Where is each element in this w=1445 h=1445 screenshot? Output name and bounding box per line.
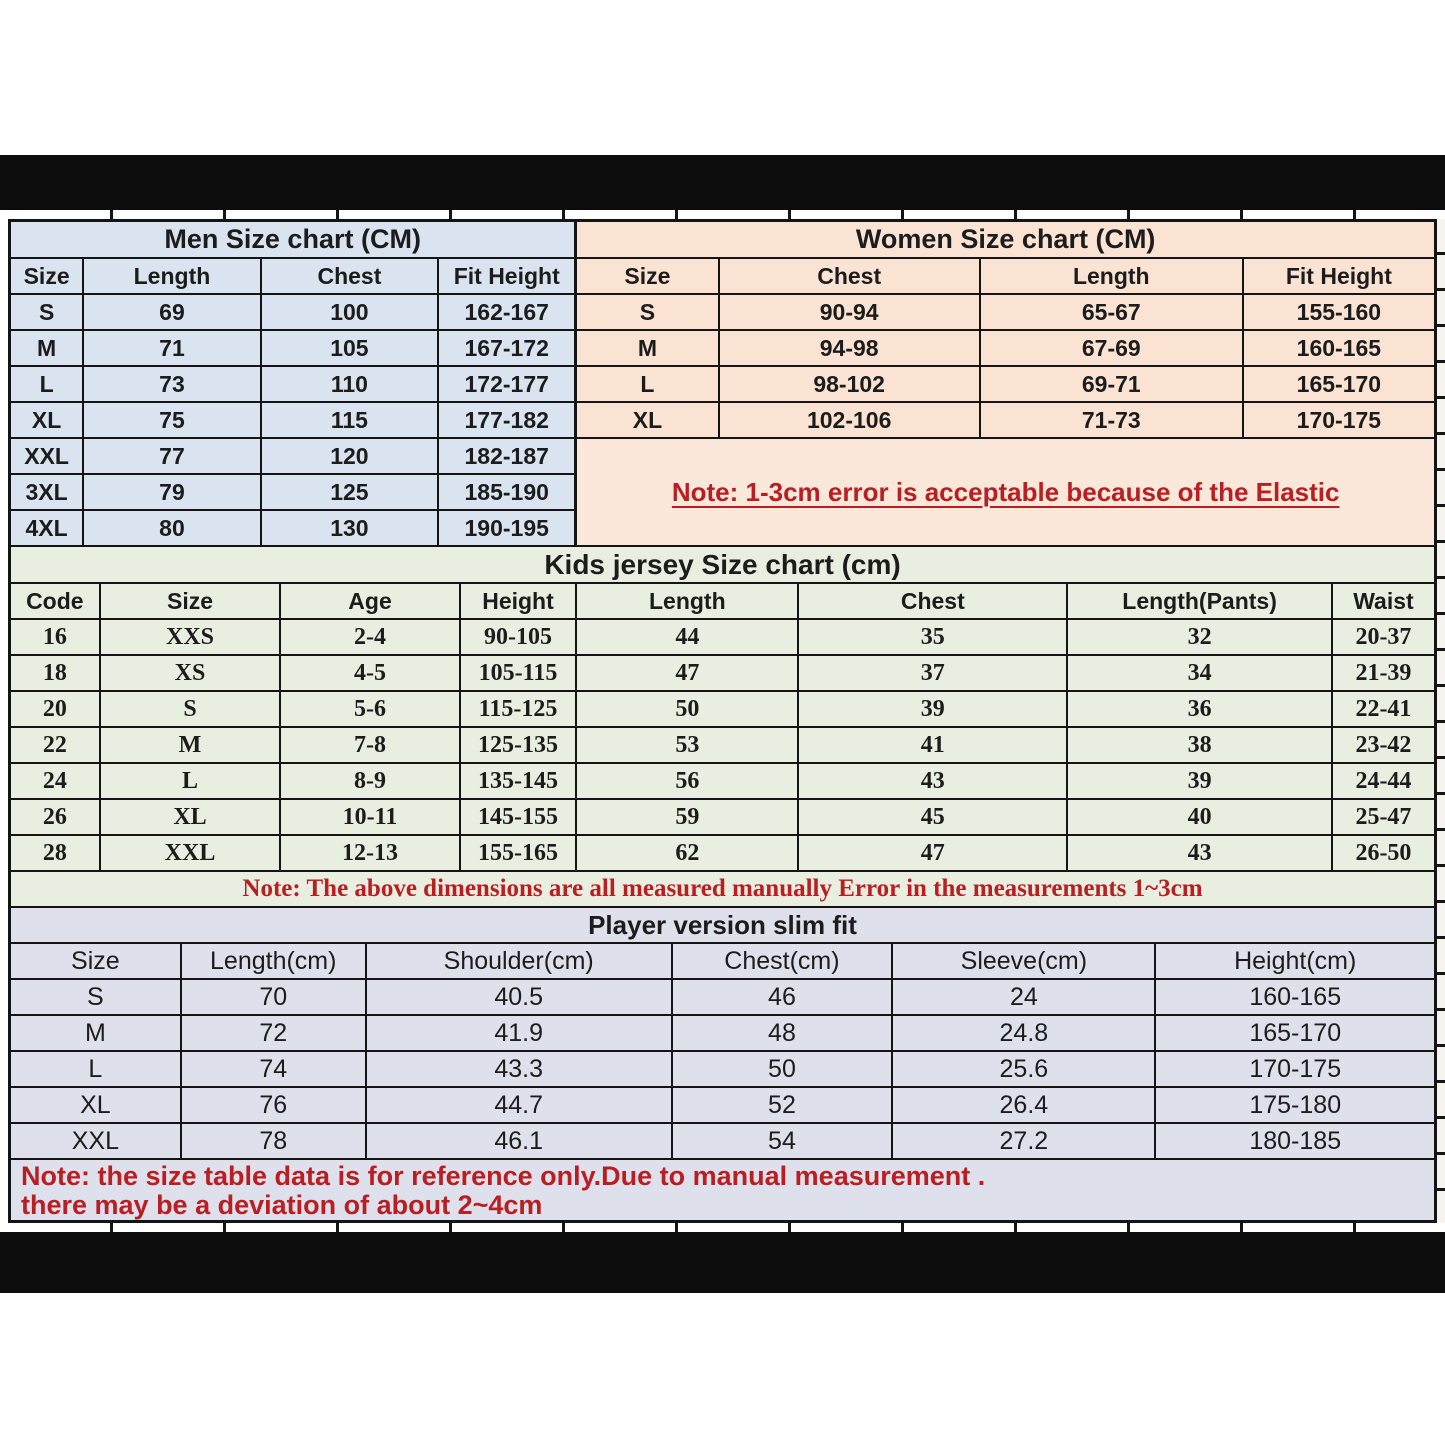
cell: 44.7 (367, 1088, 673, 1124)
cell: S (11, 980, 182, 1016)
cell: 170-175 (1244, 403, 1434, 439)
table-row (11, 1016, 1434, 1052)
women-table-title: Women Size chart (CM) (577, 222, 1434, 259)
cell: L (577, 367, 719, 403)
cell: 27.2 (893, 1124, 1156, 1160)
cell: 40.5 (367, 980, 673, 1016)
cell: Length (577, 584, 799, 620)
cell: 47 (577, 656, 799, 692)
cell: 48 (673, 1016, 894, 1052)
cell: 79 (84, 475, 261, 511)
cell: XXS (101, 620, 282, 656)
cell: 20-37 (1333, 620, 1434, 656)
cell: XXL (11, 1124, 182, 1160)
player-table-body (11, 980, 1434, 1160)
cell: Sleeve(cm) (893, 944, 1156, 980)
cell: 77 (84, 439, 261, 475)
cell: S (577, 295, 719, 331)
left-white-margin (0, 219, 8, 1223)
cell: 4XL (11, 511, 84, 547)
player-header-row (11, 944, 1434, 980)
cell: 50 (577, 692, 799, 728)
cell: 4-5 (281, 656, 460, 692)
cell: XXL (101, 836, 282, 872)
cell: 94-98 (720, 331, 981, 367)
cell: 72 (182, 1016, 367, 1052)
cell: 25-47 (1333, 800, 1434, 836)
footer-note-line2: there may be a deviation of about 2~4cm (21, 1190, 543, 1220)
table-row (11, 367, 574, 403)
kids-table-body (11, 620, 1434, 872)
bottom-grid-strip (0, 1223, 1445, 1232)
cell: 62 (577, 836, 799, 872)
cell: Size (101, 584, 282, 620)
cell: 110 (262, 367, 439, 403)
cell: XXL (11, 439, 84, 475)
table-row (577, 331, 1434, 367)
cell: Length(cm) (182, 944, 367, 980)
cell: 59 (577, 800, 799, 836)
cell: 90-105 (461, 620, 578, 656)
cell: 25.6 (893, 1052, 1156, 1088)
cell: 38 (1068, 728, 1333, 764)
cell: 76 (182, 1088, 367, 1124)
cell: 34 (1068, 656, 1333, 692)
cell: 125 (262, 475, 439, 511)
cell: XS (101, 656, 282, 692)
cell: 120 (262, 439, 439, 475)
cell: Chest (262, 259, 439, 295)
bottom-black-bar (0, 1232, 1445, 1293)
cell: 115 (262, 403, 439, 439)
player-table-title: Player version slim fit (11, 908, 1434, 944)
cell: Length (84, 259, 261, 295)
cell: 22-41 (1333, 692, 1434, 728)
cell: M (11, 331, 84, 367)
cell: 3XL (11, 475, 84, 511)
men-table-title: Men Size chart (CM) (11, 222, 574, 259)
cell: 39 (799, 692, 1068, 728)
cell: 23-42 (1333, 728, 1434, 764)
cell: 24 (893, 980, 1156, 1016)
cell: 115-125 (461, 692, 578, 728)
cell: 26-50 (1333, 836, 1434, 872)
table-row (11, 403, 574, 439)
cell: 69 (84, 295, 261, 331)
cell: 105-115 (461, 656, 578, 692)
top-grid-strip (0, 210, 1445, 219)
cell: 160-165 (1156, 980, 1433, 1016)
cell: 71-73 (981, 403, 1244, 439)
cell: S (11, 295, 84, 331)
cell: 155-160 (1244, 295, 1434, 331)
cell: 24.8 (893, 1016, 1156, 1052)
cell: M (101, 728, 282, 764)
women-note-cell (577, 439, 1434, 547)
cell: Age (281, 584, 460, 620)
cell: 32 (1068, 620, 1333, 656)
cell: 46 (673, 980, 894, 1016)
cell: 37 (799, 656, 1068, 692)
women-size-table (577, 222, 1434, 547)
cell: 162-167 (439, 295, 574, 331)
cell: 170-175 (1156, 1052, 1433, 1088)
cell: 145-155 (461, 800, 578, 836)
table-row (11, 656, 1434, 692)
cell: XL (101, 800, 282, 836)
cell: 22 (11, 728, 101, 764)
kids-table-title: Kids jersey Size chart (cm) (11, 547, 1434, 584)
right-cropped-column-strip (1437, 219, 1445, 1223)
cell: 24-44 (1333, 764, 1434, 800)
cell: 7-8 (281, 728, 460, 764)
cell: 47 (799, 836, 1068, 872)
kids-size-table (11, 547, 1434, 908)
cell: 41.9 (367, 1016, 673, 1052)
men-size-table (11, 222, 577, 547)
cell: 75 (84, 403, 261, 439)
cell: XL (577, 403, 719, 439)
table-row (11, 1124, 1434, 1160)
cell: 69-71 (981, 367, 1244, 403)
cell: 36 (1068, 692, 1333, 728)
cell: 100 (262, 295, 439, 331)
table-row (11, 511, 574, 547)
cell: 190-195 (439, 511, 574, 547)
table-row (11, 295, 574, 331)
cell: 45 (799, 800, 1068, 836)
cell: 40 (1068, 800, 1333, 836)
cell: 26.4 (893, 1088, 1156, 1124)
cell: Size (11, 259, 84, 295)
cell: 65-67 (981, 295, 1244, 331)
cell: 78 (182, 1124, 367, 1160)
cell: 10-11 (281, 800, 460, 836)
cell: 28 (11, 836, 101, 872)
cell: XL (11, 403, 84, 439)
kids-note-text: Note: The above dimensions are all measured manually Error in the measurements 1~3cm (242, 875, 1203, 902)
table-row (11, 1052, 1434, 1088)
cell: 185-190 (439, 475, 574, 511)
women-note-text: Note: 1-3cm error is acceptable because of the Elastic (671, 476, 1340, 507)
cell: M (11, 1016, 182, 1052)
cell: 172-177 (439, 367, 574, 403)
cell: 177-182 (439, 403, 574, 439)
cell: 24 (11, 764, 101, 800)
table-row (577, 367, 1434, 403)
cell: 41 (799, 728, 1068, 764)
cell: 105 (262, 331, 439, 367)
cell: 2-4 (281, 620, 460, 656)
cell: 43.3 (367, 1052, 673, 1088)
cell: Height (461, 584, 578, 620)
cell: Code (11, 584, 101, 620)
cell: L (11, 367, 84, 403)
cell: 43 (799, 764, 1068, 800)
cell: 167-172 (439, 331, 574, 367)
men-women-section (11, 222, 1434, 547)
table-row (11, 1088, 1434, 1124)
cell: 21-39 (1333, 656, 1434, 692)
table-row (11, 475, 574, 511)
cell: 130 (262, 511, 439, 547)
men-table-body (11, 295, 574, 547)
table-row (11, 728, 1434, 764)
table-row (11, 980, 1434, 1016)
cell: 160-165 (1244, 331, 1434, 367)
cell: 16 (11, 620, 101, 656)
cell: 165-170 (1156, 1016, 1433, 1052)
cell: 102-106 (720, 403, 981, 439)
cell: 125-135 (461, 728, 578, 764)
footer-note-line1: Note: the size table data is for reference only.Due to manual measurement . (21, 1161, 986, 1191)
cell: 5-6 (281, 692, 460, 728)
cell: 35 (799, 620, 1068, 656)
cell: Fit Height (439, 259, 574, 295)
top-black-bar (0, 155, 1445, 210)
footer-note (11, 1160, 1434, 1220)
cell: 70 (182, 980, 367, 1016)
table-row (11, 439, 574, 475)
cell: 46.1 (367, 1124, 673, 1160)
cell: 90-94 (720, 295, 981, 331)
women-header-row (577, 259, 1434, 295)
cell: 56 (577, 764, 799, 800)
table-row (11, 836, 1434, 872)
cell: Shoulder(cm) (367, 944, 673, 980)
cell: Size (11, 944, 182, 980)
cell: 20 (11, 692, 101, 728)
cell: 44 (577, 620, 799, 656)
cell: 80 (84, 511, 261, 547)
cell: 67-69 (981, 331, 1244, 367)
cell: 39 (1068, 764, 1333, 800)
cell: 98-102 (720, 367, 981, 403)
women-table-body (577, 295, 1434, 439)
men-header-row (11, 259, 574, 295)
cell: Height(cm) (1156, 944, 1433, 980)
cell: 135-145 (461, 764, 578, 800)
kids-note-row (11, 872, 1434, 908)
cell: Chest(cm) (673, 944, 894, 980)
cell: 74 (182, 1052, 367, 1088)
table-row (577, 295, 1434, 331)
cell: Size (577, 259, 719, 295)
cell: S (101, 692, 282, 728)
table-row (11, 764, 1434, 800)
cell: Length(Pants) (1068, 584, 1333, 620)
cell: XL (11, 1088, 182, 1124)
cell: 175-180 (1156, 1088, 1433, 1124)
size-tables (8, 219, 1437, 1223)
cell: L (11, 1052, 182, 1088)
cell: 52 (673, 1088, 894, 1124)
cell: 182-187 (439, 439, 574, 475)
bottom-white-margin (0, 1293, 1445, 1445)
cell: Chest (720, 259, 981, 295)
table-row (11, 800, 1434, 836)
player-version-table (11, 908, 1434, 1160)
cell: 54 (673, 1124, 894, 1160)
table-row (11, 692, 1434, 728)
top-white-margin (0, 0, 1445, 155)
cell: Chest (799, 584, 1068, 620)
cell: M (577, 331, 719, 367)
cell: Waist (1333, 584, 1434, 620)
cell: 165-170 (1244, 367, 1434, 403)
cell: L (101, 764, 282, 800)
kids-header-row (11, 584, 1434, 620)
table-row (11, 620, 1434, 656)
cell: 43 (1068, 836, 1333, 872)
table-row (11, 331, 574, 367)
cell: 50 (673, 1052, 894, 1088)
cell: 12-13 (281, 836, 460, 872)
cell: 180-185 (1156, 1124, 1433, 1160)
cell: 53 (577, 728, 799, 764)
cell: 8-9 (281, 764, 460, 800)
cell: 18 (11, 656, 101, 692)
cell: 26 (11, 800, 101, 836)
cell: Length (981, 259, 1244, 295)
table-row (577, 403, 1434, 439)
cell: 155-165 (461, 836, 578, 872)
cell: 73 (84, 367, 261, 403)
cell: Fit Height (1244, 259, 1434, 295)
tables-region (0, 219, 1445, 1223)
cell: 71 (84, 331, 261, 367)
